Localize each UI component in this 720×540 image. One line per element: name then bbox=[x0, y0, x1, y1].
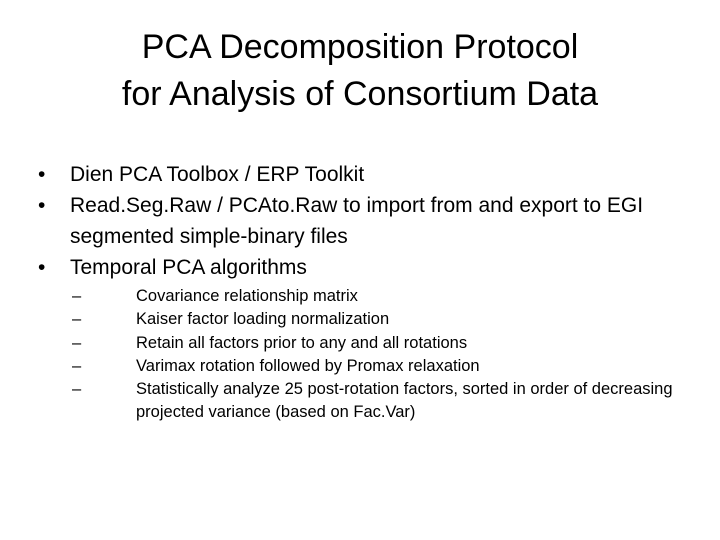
sub-bullet-text: Kaiser factor loading normalization bbox=[136, 310, 390, 329]
dash-marker: – bbox=[72, 380, 82, 399]
dash-marker: – bbox=[72, 356, 82, 375]
title-line-2: for Analysis of Consortium Data bbox=[121, 75, 599, 113]
sub-bullet-item bbox=[72, 308, 688, 331]
sub-bullet-item bbox=[72, 378, 688, 425]
bullet-text: Read.Seg.Raw / PCAto.Raw to import from and export to EGI segmented simple-binary files bbox=[70, 194, 644, 248]
sub-bullet-text: Retain all factors prior to any and all rotations bbox=[136, 333, 468, 352]
sub-bullet-text: Varimax rotation followed by Promax relaxation bbox=[136, 356, 480, 375]
sub-bullet-item bbox=[72, 355, 688, 378]
bullet-item bbox=[38, 190, 688, 252]
dash-marker: – bbox=[72, 333, 82, 352]
sub-bullet-text: Statistically analyze 25 post-rotation factors, sorted in order of decreasing projected variance (based on Fac.Var) bbox=[136, 380, 673, 422]
sub-bullet-text: Covariance relationship matrix bbox=[136, 287, 358, 305]
sub-bullet-item bbox=[72, 332, 688, 355]
bullet-item bbox=[38, 252, 688, 283]
sub-bullet-item bbox=[72, 285, 688, 308]
bullet-text: Temporal PCA algorithms bbox=[70, 256, 307, 279]
slide-title bbox=[40, 24, 680, 118]
bullet-item bbox=[38, 159, 688, 190]
sub-bullet-list bbox=[38, 285, 688, 425]
bullet-marker: • bbox=[38, 194, 46, 217]
bullet-marker: • bbox=[38, 256, 46, 279]
dash-marker: – bbox=[72, 287, 82, 305]
bullet-text: Dien PCA Toolbox / ERP Toolkit bbox=[70, 163, 365, 186]
slide-body bbox=[38, 159, 688, 425]
dash-marker: – bbox=[72, 310, 82, 329]
bullet-marker: • bbox=[38, 163, 46, 186]
title-line-1: PCA Decomposition Protocol bbox=[141, 28, 579, 66]
